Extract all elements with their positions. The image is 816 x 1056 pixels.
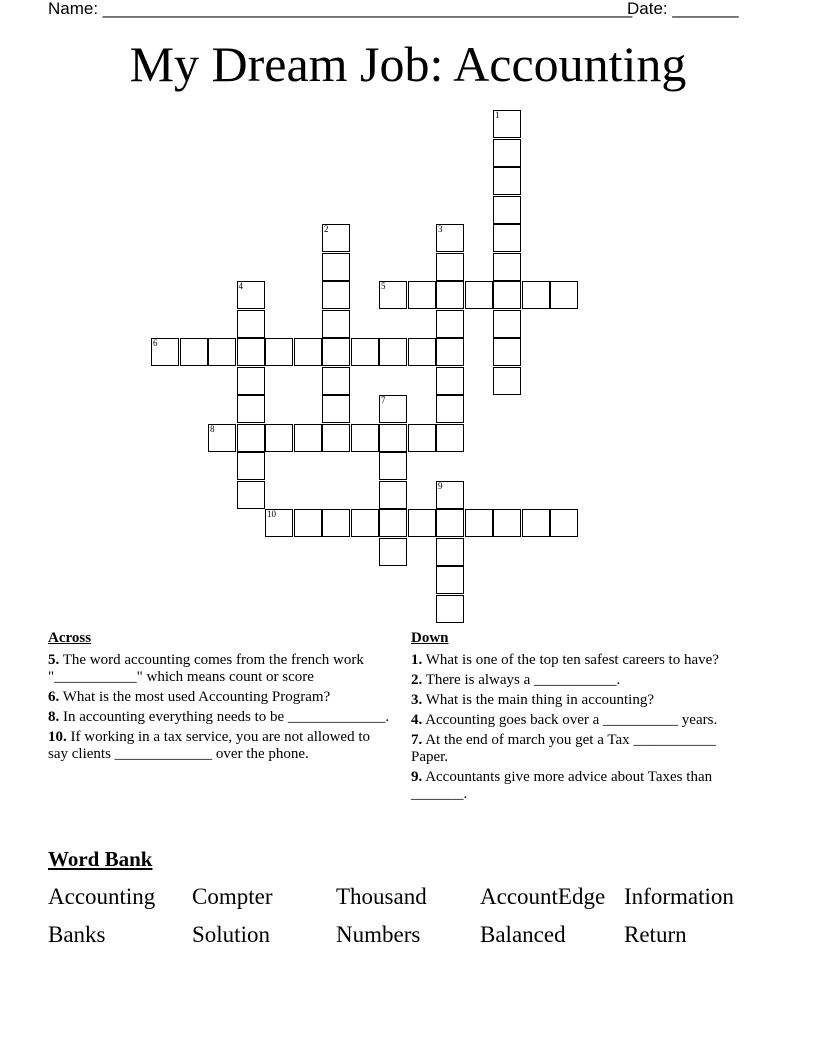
down-clue — [411, 712, 741, 729]
clue-number-label: 1. — [411, 652, 423, 668]
grid-cell[interactable] — [237, 310, 265, 338]
across-heading: Across — [48, 630, 92, 646]
grid-cell[interactable] — [493, 224, 521, 252]
grid-cell[interactable] — [322, 367, 350, 395]
grid-cell[interactable] — [436, 281, 464, 309]
grid-cell[interactable] — [493, 338, 521, 366]
grid-cell[interactable] — [379, 424, 407, 452]
grid-cell[interactable] — [379, 338, 407, 366]
grid-cell[interactable] — [322, 338, 350, 366]
down-heading: Down — [411, 630, 449, 646]
grid-cell[interactable] — [237, 424, 265, 452]
grid-cell[interactable] — [493, 253, 521, 281]
clue-number-label: 9. — [411, 769, 423, 785]
grid-cell[interactable] — [265, 338, 293, 366]
grid-cell[interactable] — [436, 224, 464, 252]
clue-number-label: 4. — [411, 712, 423, 728]
grid-cell[interactable] — [522, 281, 550, 309]
grid-cell[interactable] — [322, 253, 350, 281]
grid-cell[interactable] — [493, 281, 521, 309]
date-field-label: Date: _______ — [627, 0, 739, 18]
word-bank-item: Numbers — [336, 922, 421, 947]
clue-number: 3 — [438, 224, 443, 234]
grid-cell[interactable] — [550, 509, 578, 537]
grid-cell[interactable] — [436, 595, 464, 623]
grid-cell[interactable] — [436, 338, 464, 366]
grid-cell[interactable] — [436, 481, 464, 509]
grid-cell[interactable] — [237, 395, 265, 423]
clue-number: 7 — [381, 395, 386, 405]
down-clues — [411, 630, 741, 806]
clue-number: 10 — [267, 509, 276, 519]
across-clue — [48, 652, 393, 686]
grid-cell[interactable] — [436, 367, 464, 395]
word-bank-item: Compter — [192, 884, 273, 909]
clue-number-label: 6. — [48, 689, 60, 705]
word-bank-item: Information — [624, 884, 734, 909]
puzzle-title: My Dream Job: Accounting — [129, 36, 687, 92]
grid-cell[interactable] — [465, 509, 493, 537]
grid-cell[interactable] — [379, 538, 407, 566]
grid-cell[interactable] — [322, 424, 350, 452]
grid-cell[interactable] — [408, 424, 436, 452]
clue-text: At the end of march you get a Tax ___________ Paper. — [411, 732, 716, 765]
grid-cell[interactable] — [265, 509, 293, 537]
grid-cell[interactable] — [493, 509, 521, 537]
grid-cell[interactable] — [379, 281, 407, 309]
word-bank-item: Accounting — [48, 884, 156, 909]
grid-cell[interactable] — [436, 538, 464, 566]
grid-cell[interactable] — [208, 424, 236, 452]
grid-cell[interactable] — [294, 509, 322, 537]
word-bank-item: Banks — [48, 922, 106, 947]
grid-cell[interactable] — [322, 224, 350, 252]
down-clue — [411, 769, 741, 803]
grid-cell[interactable] — [322, 395, 350, 423]
across-clue — [48, 689, 393, 706]
grid-cell[interactable] — [493, 167, 521, 195]
down-clue — [411, 652, 741, 669]
clue-number-label: 2. — [411, 672, 423, 688]
grid-cell[interactable] — [351, 424, 379, 452]
grid-cell[interactable] — [379, 481, 407, 509]
clue-text: What is the most used Accounting Program? — [62, 689, 331, 705]
grid-cell[interactable] — [522, 509, 550, 537]
grid-cell[interactable] — [237, 452, 265, 480]
grid-cell[interactable] — [294, 338, 322, 366]
grid-cell[interactable] — [550, 281, 578, 309]
name-field-label: Name: ________________________________________________________ — [48, 0, 633, 18]
clue-number: 2 — [324, 224, 329, 234]
grid-cell[interactable] — [408, 338, 436, 366]
clue-number-label: 10. — [48, 729, 67, 745]
down-clue — [411, 692, 741, 709]
clue-number: 9 — [438, 480, 443, 491]
clue-text: There is always a ___________. — [425, 672, 621, 688]
grid-cell[interactable] — [322, 509, 350, 537]
across-clue — [48, 729, 393, 763]
word-bank-item: Thousand — [336, 884, 427, 909]
clue-number: 4 — [238, 281, 243, 291]
grid-cell[interactable] — [493, 139, 521, 167]
clue-text: Accountants give more advice about Taxes than _______. — [411, 769, 713, 802]
down-clue — [411, 732, 741, 766]
grid-cell[interactable] — [322, 310, 350, 338]
clue-number-label: 3. — [411, 692, 423, 708]
grid-cell[interactable] — [237, 338, 265, 366]
word-bank-title: Word Bank — [48, 847, 153, 871]
clue-text: Accounting goes back over a __________ years. — [425, 712, 718, 728]
grid-cell[interactable] — [379, 452, 407, 480]
clue-text: If working in a tax service, you are not allowed to say clients _____________ over the phone. — [48, 729, 370, 762]
grid-cell[interactable] — [208, 338, 236, 366]
grid-cell[interactable] — [408, 281, 436, 309]
grid-cell[interactable] — [493, 367, 521, 395]
grid-cell[interactable] — [436, 566, 464, 594]
grid-cell[interactable] — [237, 481, 265, 509]
grid-cell[interactable] — [322, 281, 350, 309]
grid-cell[interactable] — [151, 338, 179, 366]
grid-cell[interactable] — [351, 509, 379, 537]
word-bank-item: Return — [624, 922, 687, 947]
clue-text: The word accounting comes from the french work "___________" which means count or score — [48, 652, 364, 685]
grid-cell[interactable] — [465, 281, 493, 309]
grid-cell[interactable] — [379, 509, 407, 537]
clue-number-label: 7. — [411, 732, 423, 748]
word-bank-item: AccountEdge — [480, 884, 606, 909]
down-clue — [411, 672, 741, 689]
grid-cell[interactable] — [436, 509, 464, 537]
clue-number-label: 8. — [48, 709, 60, 725]
grid-cell[interactable] — [493, 310, 521, 338]
across-clues — [48, 630, 393, 766]
grid-cell[interactable] — [351, 338, 379, 366]
clue-number: 6 — [153, 338, 158, 348]
grid-cell[interactable] — [436, 424, 464, 452]
clue-number: 5 — [381, 281, 386, 291]
grid-cell[interactable] — [493, 110, 521, 138]
grid-cell[interactable] — [180, 338, 208, 366]
grid-cell[interactable] — [237, 281, 265, 309]
word-bank-item: Balanced — [480, 922, 566, 947]
grid-cell[interactable] — [237, 367, 265, 395]
grid-cell[interactable] — [436, 310, 464, 338]
grid-cell[interactable] — [379, 395, 407, 423]
clue-number: 8 — [210, 423, 215, 434]
grid-cell[interactable] — [493, 196, 521, 224]
clue-text: What is one of the top ten safest careers to have? — [425, 652, 719, 668]
clue-number: 1 — [495, 110, 500, 120]
grid-cell[interactable] — [408, 509, 436, 537]
grid-cell[interactable] — [294, 424, 322, 452]
grid-cell[interactable] — [436, 395, 464, 423]
grid-cell[interactable] — [265, 424, 293, 452]
clue-number-label: 5. — [48, 652, 60, 668]
grid-cell[interactable] — [436, 253, 464, 281]
word-bank-item: Solution — [192, 922, 270, 947]
clue-text: In accounting everything needs to be _____________. — [63, 709, 390, 725]
clue-text: What is the main thing in accounting? — [425, 692, 655, 708]
across-clue — [48, 709, 393, 726]
